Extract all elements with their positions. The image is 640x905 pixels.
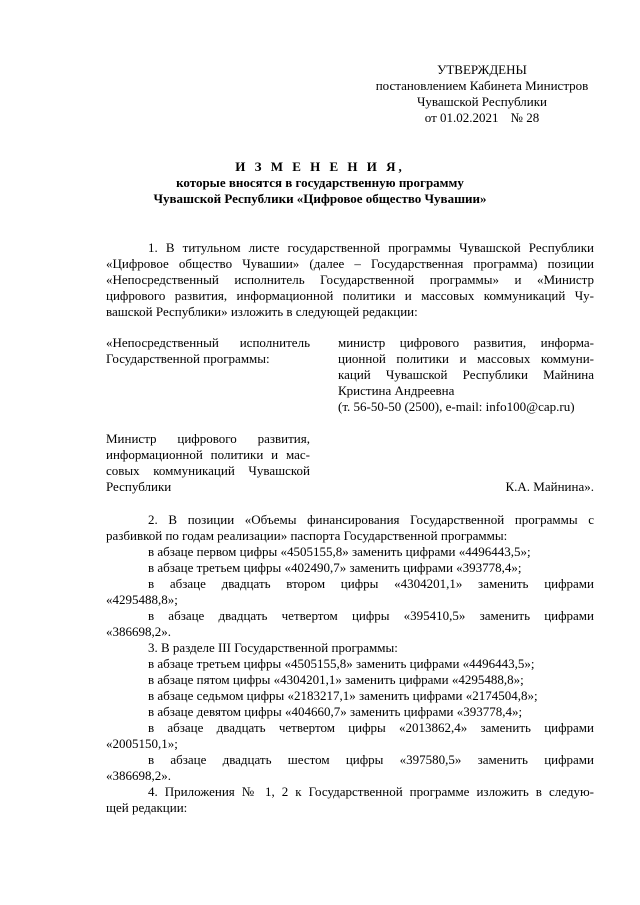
item-line: «4295488,8»; (106, 592, 178, 607)
table-cell-line: каций Чувашской Республики Майнина (338, 367, 594, 382)
table-row2-left (106, 431, 310, 495)
table-cell-line: Министр цифрового развития, (106, 431, 310, 446)
item-line: в абзаце первом цифры «4505155,8» заменить цифрами «4496443,5»; (148, 544, 531, 559)
item-line: «386698,2». (106, 768, 171, 783)
table-row1-right (338, 335, 594, 415)
paragraphs-2-4 (106, 512, 594, 816)
table-cell-line: ционной политики и массовых коммуни- (338, 351, 594, 366)
para1-line: «Непосредственный исполнитель Государственной программы» и «Министр (106, 272, 594, 287)
item-line: щей редакции: (106, 800, 188, 815)
table-cell-line: (т. 56-50-50 (2500), e-mail: info100@cap.ru) (338, 399, 575, 414)
item-line: в абзаце третьем цифры «4505155,8» заменить цифрами «4496443,5»; (148, 656, 535, 671)
table-cell-line: информационной политики и мас- (106, 447, 310, 462)
approved-title: УТВЕРЖДЕНЫ (437, 62, 527, 77)
para1-line: цифрового развития, информационной политики и массовых коммуникаций Чу- (106, 288, 594, 303)
item-line: «2005150,1»; (106, 736, 178, 751)
document-heading (120, 159, 520, 207)
item-line: в абзаце пятом цифры «4304201,1» заменить цифрами «4295488,8»; (148, 672, 524, 687)
item-line: 2. В позиции «Объемы финансирования Государственной программы с (148, 512, 594, 527)
item-line: в абзаце девятом цифры «404660,7» заменить цифрами «393778,4»; (148, 704, 523, 719)
item-line: в абзаце двадцать четвертом цифры «395410,5» заменить цифрами (148, 608, 594, 623)
item-line: 4. Приложения № 1, 2 к Государственной программе изложить в следую- (148, 784, 594, 799)
table-cell-line: совых коммуникаций Чувашской (106, 463, 310, 478)
table-cell-line: Кристина Андреевна (338, 383, 455, 398)
heading-sub2: Чувашской Республики «Цифровое общество Чувашии» (153, 191, 487, 206)
para1-line: «Цифровое общество Чувашии» (далее – Государственная программа) позиции (106, 256, 594, 271)
signature-name: К.А. Майнина». (505, 479, 594, 494)
paragraph-1 (106, 240, 594, 320)
item-line: «386698,2». (106, 624, 171, 639)
item-line: в абзаце двадцать шестом цифры «397580,5» заменить цифрами (148, 752, 594, 767)
item-line: разбивкой по годам реализации» паспорта Государственной программы: (106, 528, 508, 543)
item-line: в абзаце третьем цифры «402490,7» заменить цифрами «393778,4»; (148, 560, 522, 575)
table-cell-line: министр цифрового развития, информа- (338, 335, 594, 350)
para1-line: 1. В титульном листе государственной программы Чувашской Республики (148, 240, 594, 255)
approved-number: № 28 (510, 110, 540, 125)
table-cell-line: Республики (106, 479, 172, 494)
item-line: в абзаце двадцать четвертом цифры «2013862,4» заменить цифрами (148, 720, 594, 735)
table-cell-line: Государственной программы: (106, 351, 270, 366)
item-line: 3. В разделе III Государственной программы: (148, 640, 398, 655)
approved-date-line (362, 110, 602, 126)
approval-stamp (362, 62, 602, 126)
item-line: в абзаце двадцать втором цифры «4304201,1» заменить цифрами (148, 576, 594, 591)
table-row1-left (106, 335, 310, 367)
heading-sub1: которые вносятся в государственную программу (176, 175, 464, 190)
item-line: в абзаце седьмом цифры «2183217,1» заменить цифрами «2174504,8»; (148, 688, 538, 703)
approved-date: от 01.02.2021 (424, 110, 499, 125)
table-cell-line: «Непосредственный исполнитель (106, 335, 310, 350)
para1-line: вашской Республики» изложить в следующей редакции: (106, 304, 418, 319)
approved-line1: постановлением Кабинета Министров (375, 78, 589, 93)
table-row2-right (338, 479, 594, 495)
heading-title: И З М Е Н Е Н И Я, (235, 159, 405, 174)
approved-line2: Чувашской Республики (416, 94, 548, 109)
